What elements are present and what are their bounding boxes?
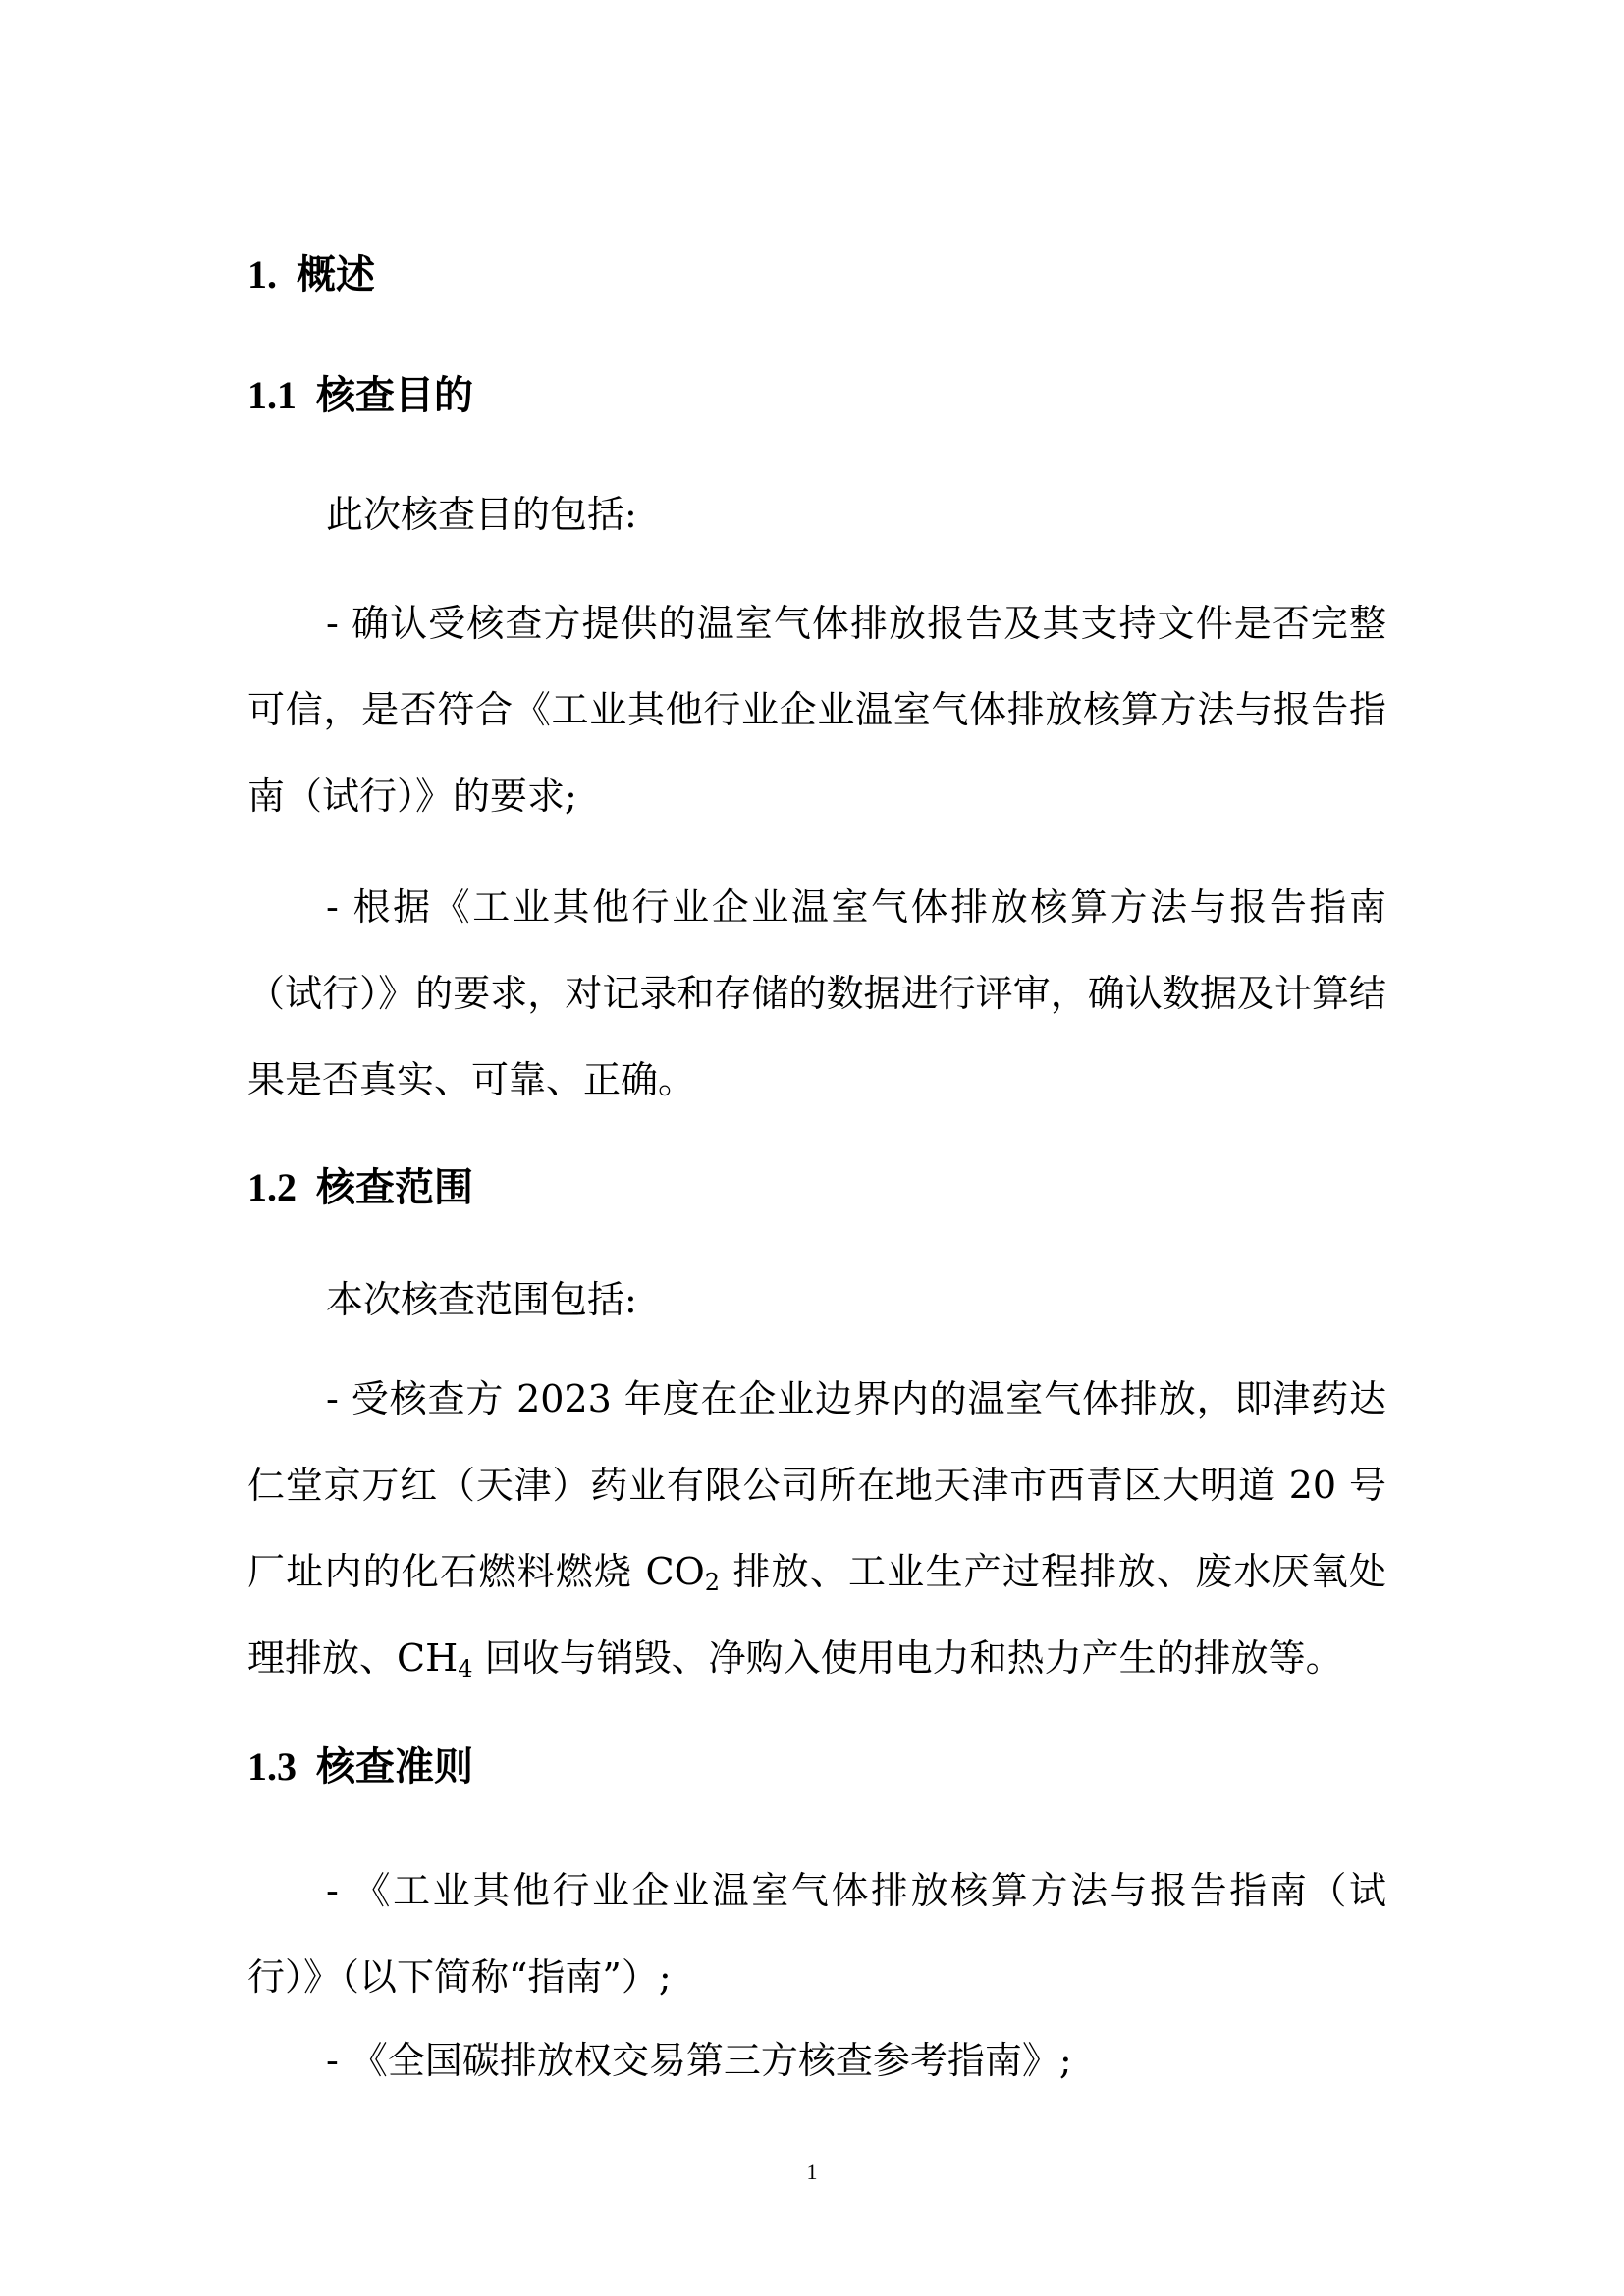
scope-text-part-3: 回收与销毁、净购入使用电力和热力产生的排放等。	[472, 1636, 1343, 1680]
section-1-3-title: 核查准则	[316, 1743, 473, 1789]
section-1-1-title: 核查目的	[316, 372, 473, 418]
page-number: 1	[806, 2160, 818, 2184]
section-1-number: 1.	[247, 252, 277, 296]
section-1-2-heading	[247, 1164, 473, 1211]
section-1-3-heading	[247, 1743, 473, 1790]
section-1-2-number: 1.2	[247, 1165, 297, 1209]
scope-text-part-2: 排放、工业生产过程排放、废水厌氧处理排放、CH	[247, 1550, 1386, 1680]
section-1-3-item-2: - 《全国碳排放权交易第三方核查参考指南》;	[326, 2039, 1072, 2082]
section-1-1-item-1: - 确认受核查方提供的温室气体排放报告及其支持文件是否完整可信，是否符合《工业其他行业企业温室气体排放核算方法与报告指南（试行）》的要求;	[247, 602, 1386, 818]
section-1-1-heading	[247, 372, 473, 419]
section-1-2-item-1	[247, 1356, 1386, 1701]
section-1-title: 概述	[297, 251, 375, 297]
section-1-1-item-2: - 根据《工业其他行业企业温室气体排放核算方法与报告指南（试行）》的要求，对记录和存储的数据进行评审，确认数据及计算结果是否真实、可靠、正确。	[247, 885, 1386, 1101]
scope-text-part-1: - 受核查方 2023 年度在企业边界内的温室气体排放，即津药达仁堂京万红（天津）药业有限公司所在地天津市西青区大明道 20 号厂址内的化石燃料燃烧 CO	[247, 1377, 1386, 1593]
ch4-subscript: 4	[458, 1655, 473, 1682]
section-1-2-title: 核查范围	[316, 1164, 473, 1210]
section-1-1-intro: 此次核查目的包括:	[326, 493, 637, 536]
section-1-2-intro: 本次核查范围包括:	[326, 1278, 637, 1321]
section-1-heading	[247, 251, 375, 298]
section-1-3-number: 1.3	[247, 1744, 297, 1789]
section-1-1-number: 1.1	[247, 373, 297, 417]
co2-subscript: 2	[704, 1569, 721, 1596]
section-1-3-item-1: - 《工业其他行业企业温室气体排放核算方法与报告指南（试行）》（以下简称“指南”）;	[247, 1869, 1386, 1999]
